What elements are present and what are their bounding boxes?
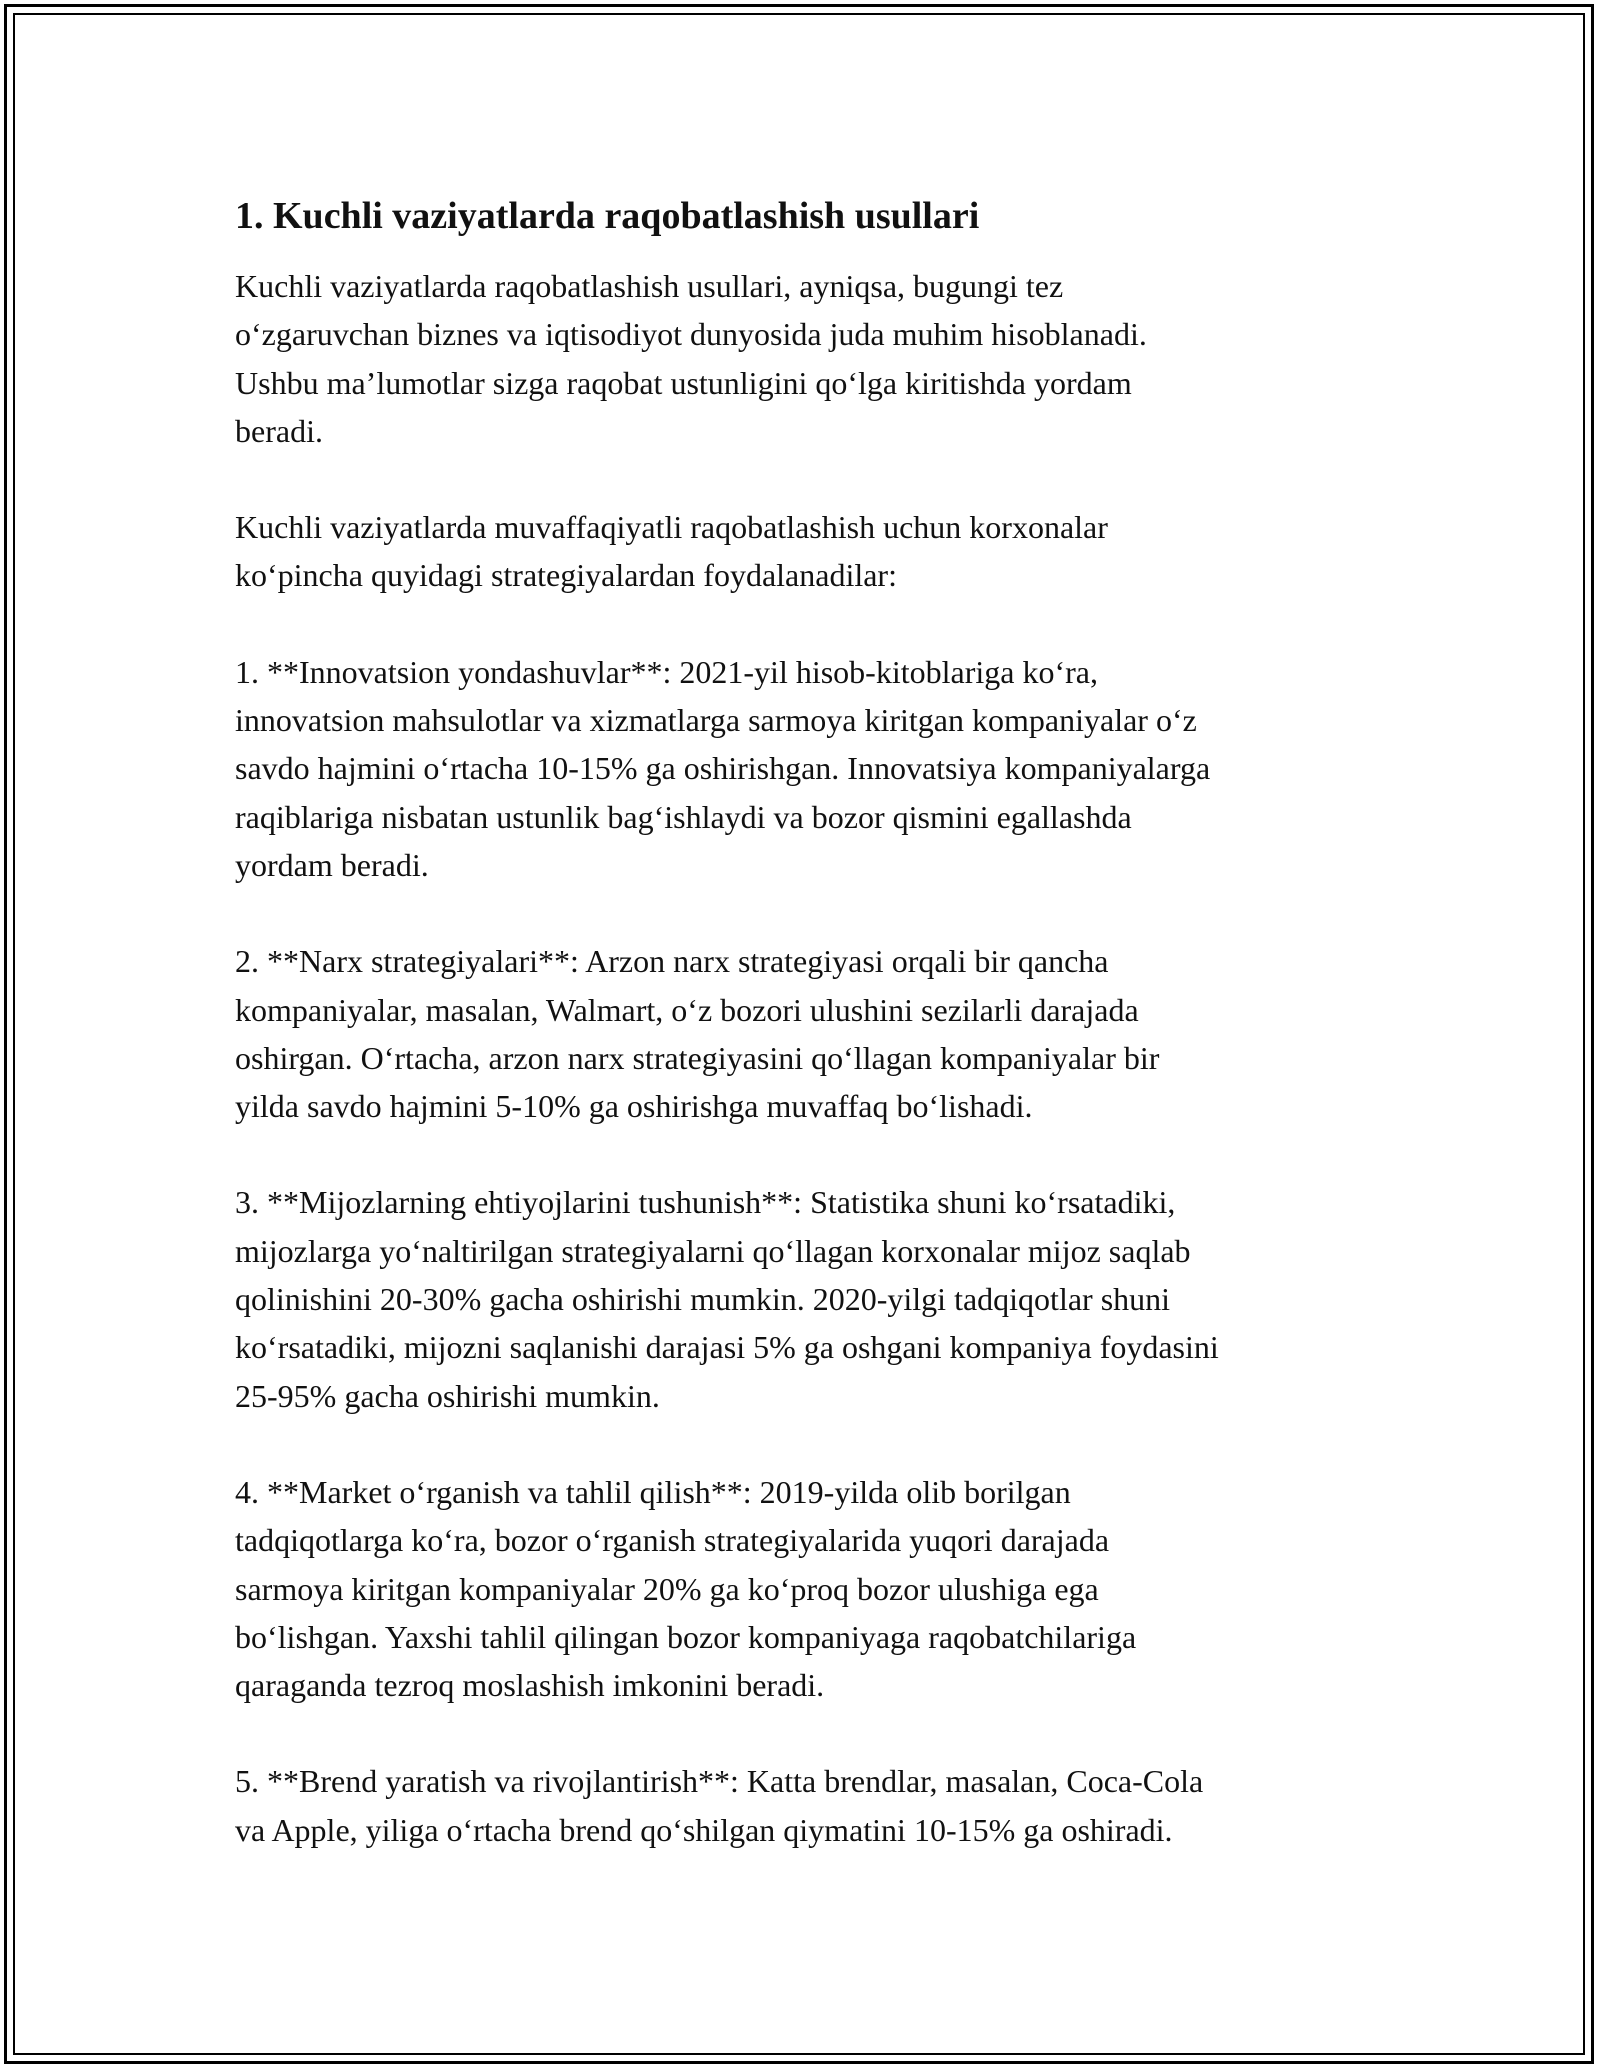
- paragraph-line: mijozlarga yo‘naltirilgan strategiyalarni qo‘llagan korxonalar mijoz saqlab: [235, 1232, 1191, 1269]
- paragraph-line: bo‘lishgan. Yaxshi tahlil qilingan bozor kompaniyaga raqobatchilariga: [235, 1618, 1137, 1655]
- paragraph-line: ko‘pincha quyidagi strategiyalardan foydalanadilar:: [235, 557, 897, 594]
- paragraph-line: tadqiqotlarga ko‘ra, bozor o‘rganish strategiyalarida yuqori darajada: [235, 1522, 1110, 1559]
- paragraph-line: qaraganda tezroq moslashish imkonini beradi.: [235, 1667, 825, 1704]
- paragraph-line: savdo hajmini o‘rtacha 10-15% ga oshirishgan. Innovatsiya kompaniyalarga: [235, 750, 1211, 787]
- paragraph-line: Kuchli vaziyatlarda muvaffaqiyatli raqobatlashish uchun korxonalar: [235, 509, 1108, 546]
- intro-paragraph: [235, 262, 1375, 455]
- paragraph-line: sarmoya kiritgan kompaniyalar 20% ga ko‘proq bozor ulushiga ega: [235, 1570, 1099, 1607]
- paragraph-line: o‘zgaruvchan biznes va iqtisodiyot dunyosida juda muhim hisoblanadi.: [235, 316, 1147, 353]
- paragraph-line: 3. **Mijozlarning ehtiyojlarini tushunish**: Statistika shuni ko‘rsatadiki,: [235, 1184, 1176, 1221]
- paragraph-line: kompaniyalar, masalan, Walmart, o‘z bozori ulushini sezilarli darajada: [235, 991, 1139, 1028]
- paragraph-line: 5. **Brend yaratish va rivojlantirish**: Katta brendlar, masalan, Coca-Cola: [235, 1763, 1204, 1800]
- paragraph-line: 1. **Innovatsion yondashuvlar**: 2021-yil hisob-kitoblariga ko‘ra,: [235, 653, 1098, 690]
- paragraph-line: yordam beradi.: [235, 846, 429, 883]
- section-heading: 1. Kuchli vaziyatlarda raqobatlashish usullari: [235, 195, 980, 237]
- paragraph-line: 4. **Market o‘rganish va tahlil qilish**: 2019-yilda olib borilgan: [235, 1473, 1071, 1510]
- paragraph-line: 25-95% gacha oshirishi mumkin.: [235, 1377, 660, 1414]
- strategy-item-2: [235, 937, 1375, 1130]
- document-body: [235, 190, 1375, 1902]
- paragraph-line: yilda savdo hajmini 5-10% ga oshirishga muvaffaq bo‘lishadi.: [235, 1088, 1033, 1125]
- paragraph-line: Kuchli vaziyatlarda raqobatlashish usullari, ayniqsa, bugungi tez: [235, 268, 1064, 304]
- paragraph-line: 2. **Narx strategiyalari**: Arzon narx strategiyasi orqali bir qancha: [235, 943, 1109, 980]
- paragraph-line: oshirgan. O‘rtacha, arzon narx strategiyasini qo‘llagan kompaniyalar bir: [235, 1039, 1160, 1076]
- strategies-intro-paragraph: [235, 503, 1375, 600]
- paragraph-line: ko‘rsatadiki, mijozni saqlanishi darajasi 5% ga oshgani kompaniya foydasini: [235, 1329, 1219, 1366]
- paragraph-line: beradi.: [235, 412, 323, 449]
- paragraph-line: raqiblariga nisbatan ustunlik bag‘ishlaydi va bozor qismini egallashda: [235, 798, 1132, 835]
- paragraph-line: Ushbu ma’lumotlar sizga raqobat ustunligini qo‘lga kiritishda yordam: [235, 364, 1132, 401]
- strategy-item-4: [235, 1468, 1375, 1709]
- paragraph-line: qolinishini 20-30% gacha oshirishi mumkin. 2020-yilgi tadqiqotlar shuni: [235, 1281, 1171, 1318]
- paragraph-line: innovatsion mahsulotlar va xizmatlarga sarmoya kiritgan kompaniyalar o‘z: [235, 702, 1197, 739]
- strategy-item-5: [235, 1757, 1375, 1854]
- strategy-item-1: [235, 648, 1375, 889]
- paragraph-line: va Apple, yiliga o‘rtacha brend qo‘shilgan qiymatini 10-15% ga oshiradi.: [235, 1811, 1173, 1848]
- strategy-item-3: [235, 1178, 1375, 1419]
